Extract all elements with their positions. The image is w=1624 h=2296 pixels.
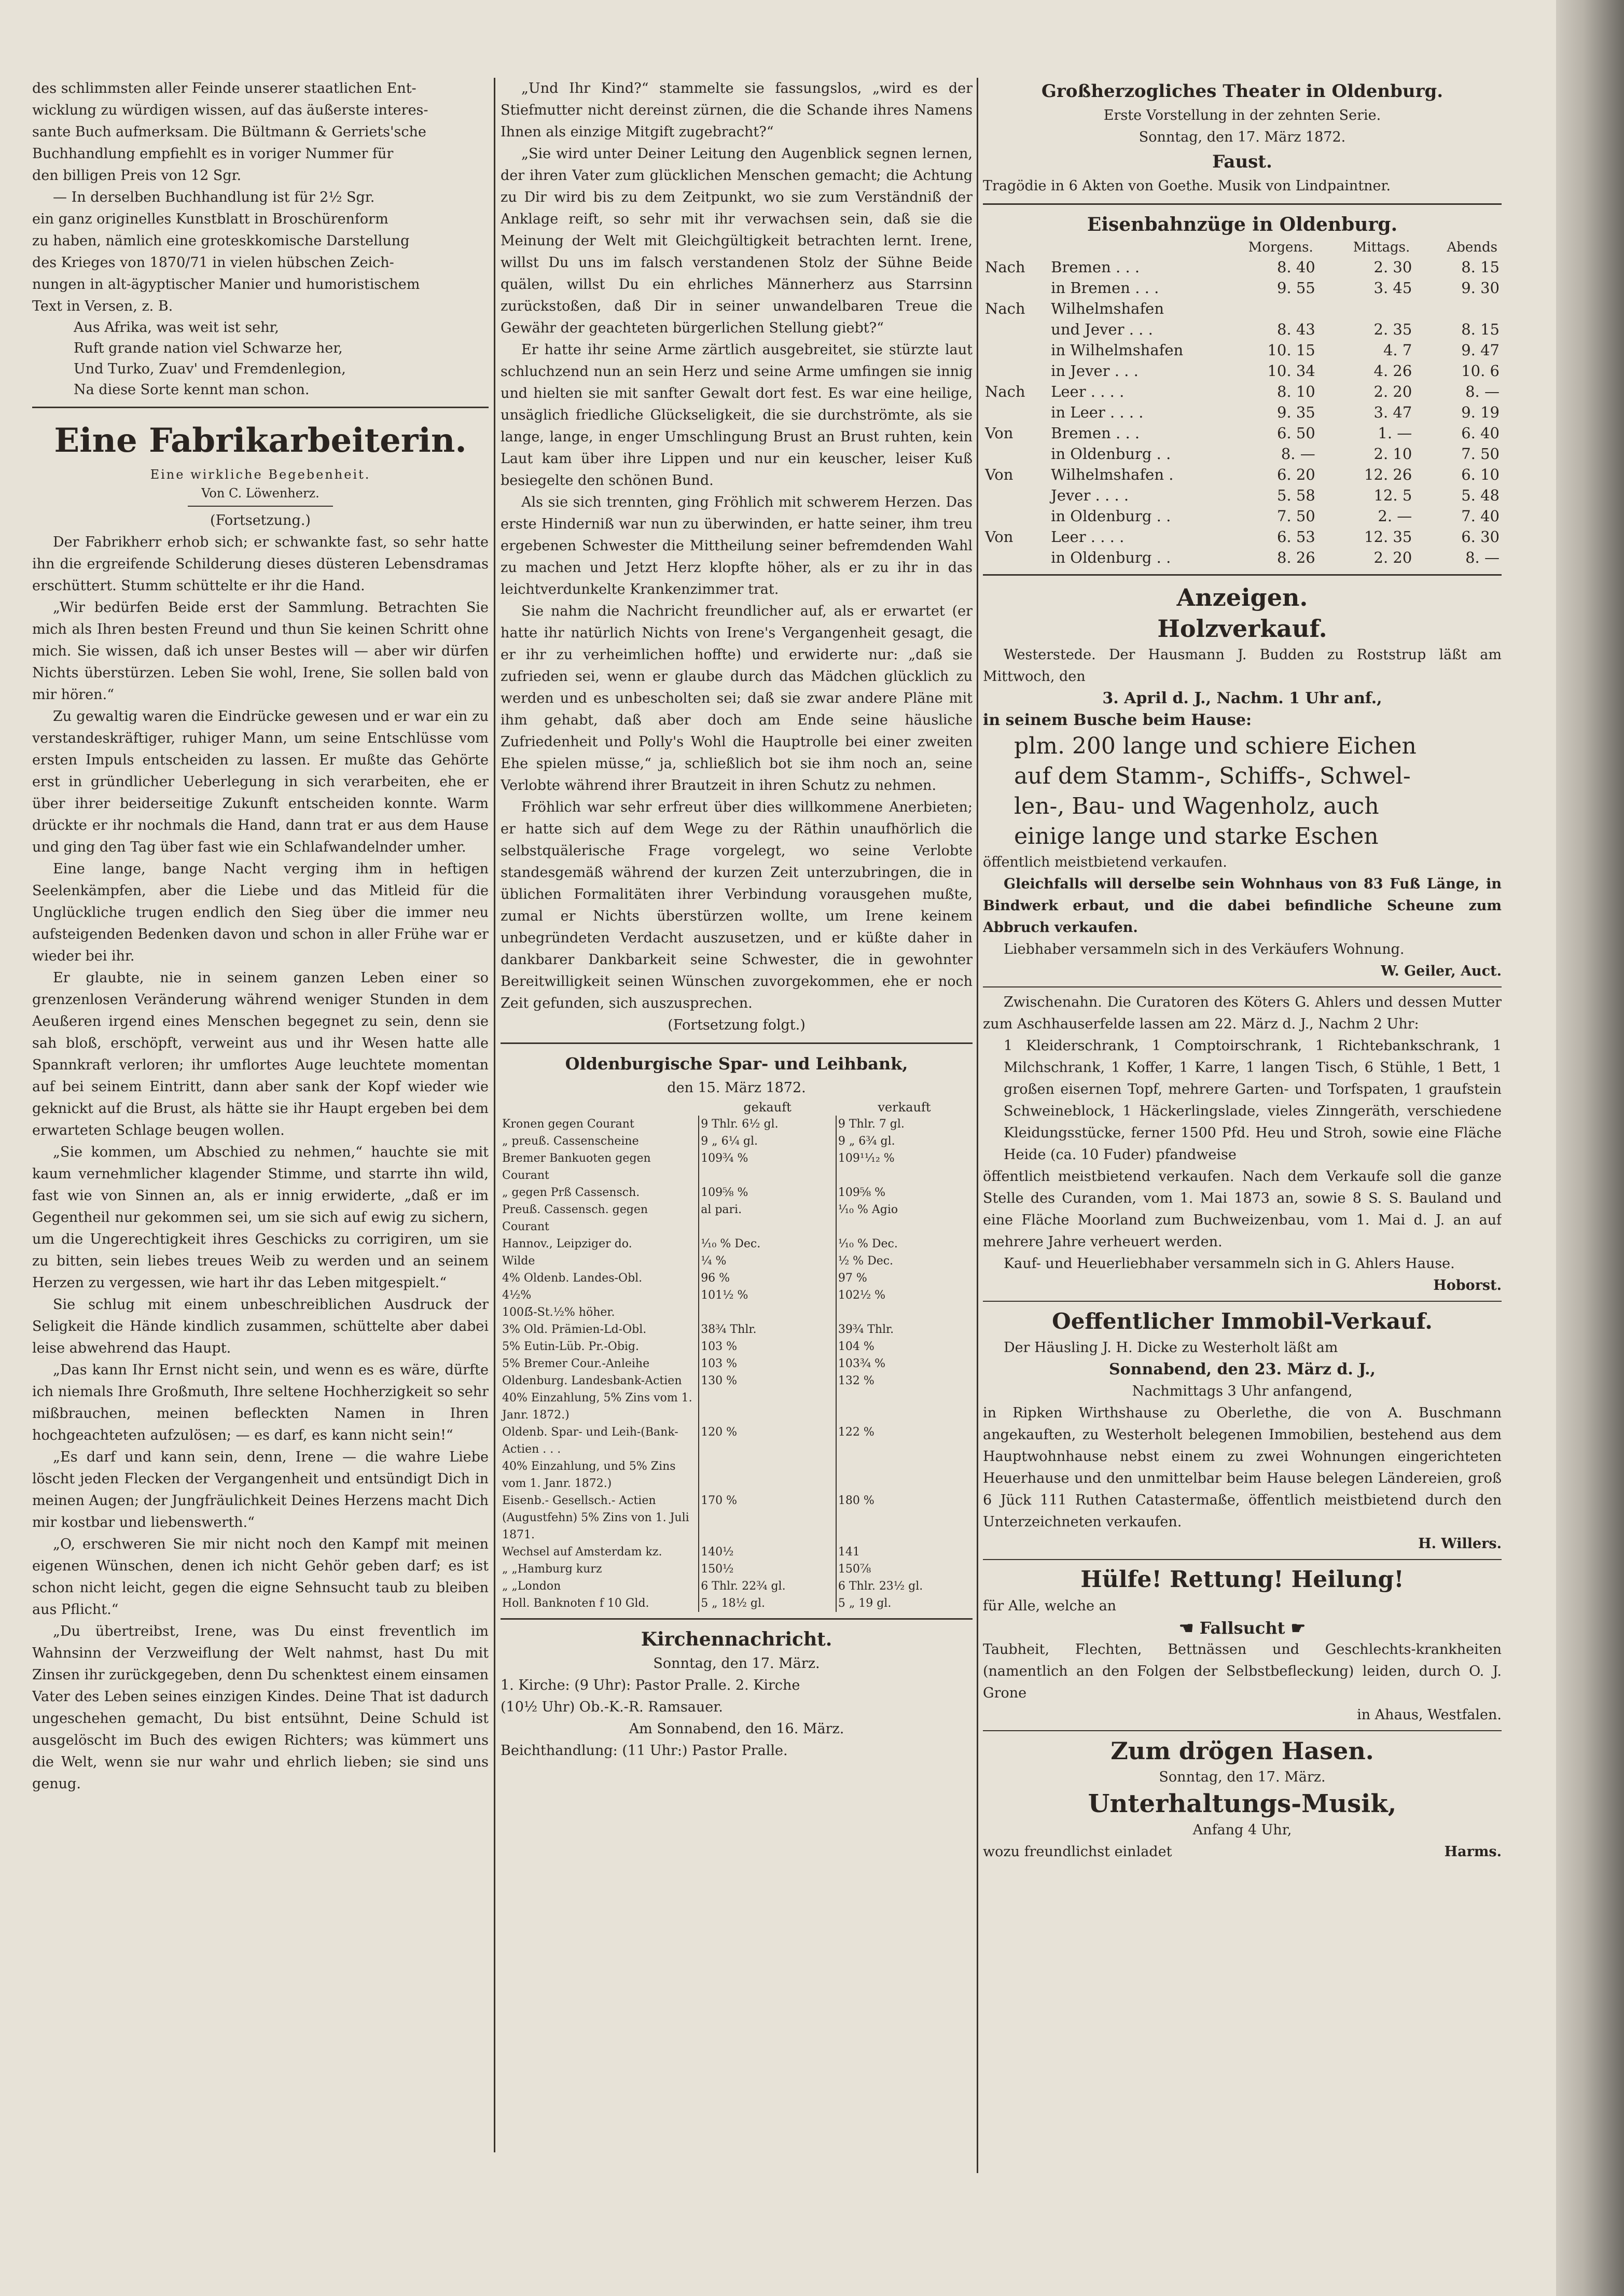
story-paragraph: „Das kann Ihr Ernst nicht sein, und wenn es es wäre, dürfte ich niemals Ihre Großmuth, Ihre seltene Hochherzigkeit so sehr mißbrauchen, meinen befleckten Namen in Ihren hochgeachteten aufzulösen; — es darf, es kann nicht sein!“ [32, 1362, 489, 1443]
train-row [983, 423, 1502, 443]
train-column-header: Abends [1447, 240, 1497, 255]
train-cell: Wilhelmshafen [1051, 300, 1164, 317]
bank-row [501, 1543, 973, 1561]
story-paragraph: „Sie kommen, um Abschied zu nehmen,“ hauchte sie mit kaum vernehmlicher klagender Stimme, und starrte ihn wild, fast wie von Sinnen an, als er innig erwiderte, „daß er im Gegentheil nur gekommen sei, um sie sich auf ewig zu sichern, um die Ungerechtigkeit ihres Geschicks zu corrigiren, um sie zu bitten, sein liebes treues Weib zu werden und an seinem Herzen zu vergessen, wie hart ihr das Leben mitgespielt.“ [32, 1144, 489, 1291]
train-row [983, 526, 1502, 547]
train-cell: 6. 40 [1461, 424, 1500, 442]
train-cell [1317, 298, 1414, 319]
theater-line: Sonntag, den 17. März 1872. [1139, 129, 1346, 145]
train-cell: 2. 10 [1373, 445, 1412, 463]
page-edge [1556, 0, 1624, 2296]
train-cell: 8. — [1281, 445, 1315, 463]
bank-cell: 4½% [502, 1289, 532, 1302]
bank-cell: Holl. Banknoten f 10 Gld. [502, 1597, 649, 1610]
train-row [983, 506, 1502, 526]
bank-cell: 103¾ % [836, 1355, 973, 1372]
train-cell: 8. — [1465, 383, 1500, 400]
train-cell [983, 340, 1049, 360]
bank-row [501, 1150, 973, 1184]
train-column-header: Morgens. [1248, 240, 1313, 255]
bank-cell: ¹⁄₁₀ % Agio [836, 1201, 973, 1235]
story-paragraph: Er glaubte, nie in seinem ganzen Leben einer so grenzenlosen Veränderung während weniger Stunden in dem Aeußeren irgend eines Menschen begegnet zu sein, denn sie sah bloß, erschöpft, verweint aus und ihr Wesen hatte alle Spannkraft verloren; ihr umflortes Auge leuchtete momentan auf bei seinem Eintritt, dann aber sank der Kopf wieder wie geknickt auf die Brust, als hätte sie ihr Haupt ergeben bei dem erwarteten Schlage beugen wollen. [32, 970, 489, 1138]
zwischenahn-sale: öffentlich meistbietend verkaufen. Nach dem Verkaufe soll die ganze Stelle des Curanden, vom 1. Mai 1873 an, sowie 8 S. S. Bauland und eine Fläche Moorland zum Buchweizenbau, vom 1. Mai d. J. an auf mehrere Jahre verheuert werden. [983, 1168, 1502, 1250]
bank-row [501, 1116, 973, 1133]
bank-cell: 3% Old. Prämien-Ld-Obl. [502, 1323, 647, 1336]
train-cell: Jever . . . . [1051, 486, 1129, 504]
train-cell: 2. 35 [1373, 321, 1412, 338]
train-timetable [983, 238, 1502, 568]
bank-column-header: gekauft [743, 1100, 792, 1115]
train-row [983, 340, 1502, 360]
train-cell [983, 277, 1049, 298]
train-cell [983, 319, 1049, 340]
bank-cell [836, 1458, 973, 1492]
story-paragraph: Er hatte ihr seine Arme zärtlich ausgebreitet, sie stürzte laut schluchzend nun an sein Herz und seine Arme umfingen sie innig und hielten sie mit sanfter Gewalt dort fest. Es war eine heilige, unsäglich friedliche Glückseligkeit, die sie durchströmte, als sie lange, lange, in enger Umschlingung Brust an Brust ruhten, kein Laut kam über ihre Lippen und nur ein keuscher, leiser Kuß besiegelte den schönen Bund. [501, 342, 973, 489]
bank-cell: 109¾ % [699, 1150, 836, 1184]
train-row [983, 360, 1502, 381]
poem-line: Und Turko, Zuav' und Fremdenlegion, [74, 361, 346, 377]
train-cell: 5. 48 [1461, 486, 1500, 504]
bank-row [501, 1235, 973, 1253]
bank-cell: 5% Eutin-Lüb. Pr.-Obig. [502, 1340, 640, 1353]
train-cell: Nach [985, 383, 1025, 400]
train-cell: 3. 45 [1373, 279, 1412, 297]
bank-cell: 9 Thlr. 6½ gl. [699, 1116, 836, 1133]
train-cell: Wilhelmshafen . [1051, 466, 1174, 483]
bank-cell: 101½ % [699, 1287, 836, 1304]
bank-cell: 122 % [836, 1424, 973, 1458]
bank-cell: ½ % Dec. [836, 1253, 973, 1270]
intro-line: wicklung zu würdigen wissen, auf das äußerste interes- [32, 102, 428, 118]
train-cell: 10. 15 [1267, 341, 1315, 359]
train-cell: 6. 50 [1276, 424, 1315, 442]
train-cell: 7. 40 [1461, 507, 1500, 525]
train-cell: 9. 35 [1276, 403, 1315, 421]
bank-cell: ¹⁄₁₀ % Dec. [699, 1235, 836, 1253]
train-cell: 3. 47 [1373, 403, 1412, 421]
train-cell: in Oldenburg . . [1051, 445, 1171, 463]
bank-cell: ¹⁄₁₀ % Dec. [836, 1235, 973, 1253]
immobil-intro: Der Häusling J. H. Dicke zu Westerholt läßt am [1004, 1340, 1338, 1356]
holz-item-line: plm. 200 lange und schiere Eichen [1014, 733, 1417, 759]
train-row [983, 319, 1502, 340]
bank-cell: 38¾ Thlr. [699, 1321, 836, 1338]
holz-date: 3. April d. J., Nachm. 1 Uhr anf., [1102, 689, 1382, 707]
pointing-hand-icon: ☛ [1285, 1618, 1306, 1638]
train-row [983, 402, 1502, 423]
theater-title: Großherzogliches Theater in Oldenburg. [1041, 81, 1443, 102]
train-cell: 12. 35 [1364, 528, 1412, 546]
immobil-description: in Ripken Wirthshause zu Oberlethe, die von A. Buschmann angekauften, zu Westerholt belegenen Immobilien, bestehend aus dem Hauptwohnhause nebst einem zu zwei Wohnungen eingerichteten Heuerhause und den unmittelbar beim Hause belegen Ländereien, groß 6 Jück 111 Ruthen Catastermaße, öffentlich meistbietend durch den Unterzeichneten verkaufen. [983, 1405, 1502, 1530]
train-cell: 6. 30 [1461, 528, 1500, 546]
bank-row [501, 1492, 973, 1543]
train-cell: 6. 20 [1276, 466, 1315, 483]
column-1 [32, 78, 489, 2163]
story-paragraphs-continued [501, 78, 973, 1014]
holz-item-line: len-, Bau- und Wagenholz, auch [1014, 793, 1379, 819]
musik-invite-text: wozu freundlichst einladet [983, 1844, 1172, 1860]
train-cell [1414, 298, 1502, 319]
train-cell: 9. 55 [1276, 279, 1315, 297]
divider-short [188, 506, 333, 507]
train-cell: Von [985, 528, 1014, 546]
train-cell: 6. 53 [1276, 528, 1315, 546]
train-cell: Leer . . . . [1051, 528, 1125, 546]
bank-row [501, 1321, 973, 1338]
story-title: Eine Fabrikarbeiterin. [54, 421, 467, 460]
train-cell: 2. 30 [1373, 258, 1412, 276]
train-cell: 12. 5 [1373, 486, 1412, 504]
train-cell: Nach [985, 300, 1025, 317]
train-cell: 10. 6 [1461, 362, 1500, 380]
bank-cell: 5 „ 18½ gl. [699, 1595, 836, 1612]
zwischenahn-signature: Hoborst. [1433, 1277, 1502, 1293]
bank-row [501, 1389, 973, 1424]
divider [32, 407, 489, 408]
church-line: Beichthandlung: (11 Uhr:) Pastor Pralle. [501, 1743, 788, 1759]
church-notice [501, 1653, 973, 1762]
train-cell: Leer . . . . [1051, 383, 1125, 400]
bank-row [501, 1355, 973, 1372]
help-title: Hülfe! Rettung! Heilung! [1080, 1566, 1404, 1593]
bank-row [501, 1304, 973, 1321]
immobil-date: Sonnabend, den 23. März d. J., [1109, 1360, 1376, 1379]
story-paragraph: Eine lange, bange Nacht verging ihm in heftigen Seelenkämpfen, aber die Liebe und das Mitleid für die Unglückliche trugen endlich den Sieg über die immer neu aufsteigenden Bedenken davon und schon in aller Frühe war er wieder bei ihr. [32, 861, 489, 964]
immobil-title: Oeffentlicher Immobil-Verkauf. [1052, 1309, 1433, 1334]
zwischenahn-intro: Zwischenahn. Die Curatoren des Köters G. Ahlers und dessen Mutter zum Aschhauserfelde lassen am 22. März d. J., Nachm 2 Uhr: [983, 994, 1502, 1032]
intro-line: Buchhandlung empfiehlt es in voriger Nummer für [32, 146, 394, 162]
theater-info [983, 105, 1502, 148]
story-paragraph: Der Fabrikherr erhob sich; er schwankte fast, so sehr hatte ihn die ergreifende Schilderung dieses düsteren Lebensdramas erschüttert. Stumm schüttelte er ihr die Hand. [32, 534, 489, 594]
intro-line: Text in Versen, z. B. [32, 298, 173, 314]
bank-cell: 109⅝ % [699, 1184, 836, 1201]
divider [983, 986, 1502, 987]
divider [983, 203, 1502, 205]
train-cell: in Bremen . . . [1051, 279, 1159, 297]
train-column-header: Mittags. [1353, 240, 1410, 255]
train-cell: 1. — [1378, 424, 1412, 442]
bank-cell: 140½ [699, 1543, 836, 1561]
train-cell [983, 360, 1049, 381]
bank-cell: Wechsel auf Amsterdam kz. [502, 1546, 662, 1559]
bank-cell: 6 Thlr. 22¾ gl. [699, 1578, 836, 1595]
help-fallsucht [983, 1617, 1502, 1639]
train-cell: 9. 47 [1461, 341, 1500, 359]
train-row [983, 443, 1502, 464]
bank-cell: 6 Thlr. 23½ gl. [836, 1578, 973, 1595]
story-paragraph: Zu gewaltig waren die Eindrücke gewesen und er war ein zu verstandeskräftiger, ruhiger Mann, um seine Entschlüsse vom ersten Impuls entscheiden zu lassen. Er mußte das Gehörte erst in gründlicher Ueberlegung in sich verarbeiten, ehe er über ihrer beiderseitige Zukunft entscheiden konnte. Warm drückte er ihr nochmals die Hand, dann trat er aus dem Hause und ging den Tag über fast wie ein Schlafwandelnder umher. [32, 708, 489, 855]
story-paragraph: Sie schlug mit einem unbeschreiblichen Ausdruck der Seligkeit die Hände kindlich zusammen, schüttelte aber dabei leise abwehrend das Haupt. [32, 1297, 489, 1356]
help-location: in Ahaus, Westfalen. [1357, 1707, 1502, 1723]
intro-line: — In derselben Buchhandlung ist für 2½ Sgr. [53, 189, 375, 205]
train-cell: in Oldenburg . . [1051, 549, 1171, 566]
train-cell [983, 402, 1049, 423]
train-cell: 12. 26 [1364, 466, 1412, 483]
bank-cell: Kronen gegen Courant [502, 1118, 634, 1131]
intro-text [32, 78, 489, 317]
bank-cell: Bremer Bankuoten gegen Courant [502, 1152, 651, 1182]
bank-row [501, 1270, 973, 1287]
church-title: Kirchennachricht. [641, 1629, 832, 1650]
intro-line: ein ganz originelles Kunstblatt in Broschürenform [32, 211, 388, 227]
bank-cell [699, 1458, 836, 1492]
intro-line: des schlimmsten aller Feinde unserer staatlichen Ent- [32, 80, 417, 96]
train-title: Eisenbahnzüge in Oldenburg. [1087, 214, 1398, 235]
bank-cell: 9 Thlr. 7 gl. [836, 1116, 973, 1133]
bank-column-header [501, 1099, 699, 1116]
train-cell: 4. 26 [1373, 362, 1412, 380]
divider [983, 574, 1502, 576]
bank-cell: 109⅝ % [836, 1184, 973, 1201]
bank-cell: 97 % [836, 1270, 973, 1287]
bank-cell: 170 % [699, 1492, 836, 1543]
pointing-hand-icon: ☚ [1178, 1618, 1200, 1638]
divider [501, 1618, 973, 1620]
bank-row [501, 1458, 973, 1492]
holz-title: Holzverkauf. [1157, 615, 1327, 643]
zwischenahn-meeting: Kauf- und Heuerliebhaber versammeln sich in G. Ahlers Hause. [1004, 1256, 1455, 1272]
continuation-note: (Fortsetzung.) [210, 512, 311, 528]
bank-cell: 109¹¹⁄₁₂ % [836, 1150, 973, 1184]
bank-cell: 40% Einzahlung, 5% Zins vom 1. Janr. 1872.) [502, 1391, 692, 1422]
poem-line: Aus Afrika, was weit ist sehr, [74, 319, 279, 336]
train-row [983, 547, 1502, 568]
train-cell: in Leer . . . . [1051, 403, 1144, 421]
bank-cell: 132 % [836, 1372, 973, 1389]
train-cell: 8. 40 [1276, 258, 1315, 276]
story-paragraph: „Du übertreibst, Irene, was Du einst freventlich im Wahnsinn der Verzweiflung der Welt nahmst, hast Du mit Zinsen ihr zurückgegeben, denn Du schenktest einem einsamen Vater des Leben seines einzigen Kindes. Deine That ist dadurch ungeschehen gemacht, Du bist entsühnt, Deine Schuld ist ausgelöscht im Buch des ewigen Richters; was kümmert uns die Welt, wenn sie nur wahr und ehrlich lieben; sie sind uns genug. [32, 1623, 489, 1792]
bank-row [501, 1287, 973, 1304]
train-cell [983, 506, 1049, 526]
column-2 [501, 78, 973, 2183]
divider [983, 1730, 1502, 1731]
ads-heading: Anzeigen. [1176, 583, 1308, 611]
holz-intro: Westerstede. Der Hausmann J. Budden zu Roststrup läßt am Mittwoch, den [983, 647, 1502, 685]
immobil-signature: H. Willers. [1418, 1536, 1502, 1552]
poem [32, 317, 489, 400]
holz-signature: W. Geiler, Auct. [1381, 963, 1502, 979]
story-subtitle: Eine wirkliche Begebenheit. [150, 467, 371, 482]
church-line: Sonntag, den 17. März. [653, 1655, 820, 1672]
bank-cell: 150½ [699, 1561, 836, 1578]
bank-cell [699, 1389, 836, 1424]
train-cell: 8. 15 [1461, 258, 1500, 276]
bank-row [501, 1338, 973, 1355]
column-3 [983, 78, 1502, 2183]
bank-column-header: verkauft [878, 1100, 931, 1115]
train-row [983, 298, 1502, 319]
train-row [983, 464, 1502, 485]
bank-title: Oldenburgische Spar- und Leihbank, [565, 1054, 908, 1074]
train-cell: in Jever . . . [1051, 362, 1139, 380]
hasen-title: Zum drögen Hasen. [1111, 1737, 1374, 1765]
bank-row [501, 1595, 973, 1612]
bank-date: den 15. März 1872. [667, 1080, 806, 1096]
column-rule-2 [977, 78, 978, 2173]
train-cell: Bremen . . . [1051, 424, 1140, 442]
poem-line: Na diese Sorte kennt man schon. [74, 382, 310, 398]
bank-cell: 104 % [836, 1338, 973, 1355]
holz-item-line: einige lange und starke Eschen [1014, 823, 1379, 850]
story-paragraph: Sie nahm die Nachricht freundlicher auf, als er erwartet (er hatte ihr natürlich Nichts von Irene's Vergangenheit gesagt, die er ihr zu verheimlichen hoffte) und erwiderte nur: „daß sie zufrieden sei, wenn er glaube durch das Mädchen glücklich zu werden und es unbescholten sei; daß sie zwar andere Pläne mit ihm gehabt, daß aber doch am Ende seine häusliche Zufriedenheit und Polly's Wohl die Hauptrolle bei einer zweiten Ehe spielen müsse,“ ja, schließlich bot sie ihm noch an, seine Verlobte während ihrer Brautzeit in ihren Schutz zu nehmen. [501, 603, 973, 794]
bank-cell [836, 1304, 973, 1321]
story-paragraphs [32, 532, 489, 1795]
bank-cell [699, 1304, 836, 1321]
bank-row [501, 1133, 973, 1150]
story-paragraph: „Wir bedürfen Beide erst der Sammlung. Betrachten Sie mich als Ihren besten Freund und thun Sie keinen Schritt ohne mich. Sie wissen, daß ich unser Bestes will — aber wir dürfen Nichts überstürzen. Leben Sie wohl, Irene, Sie sollen bald von mir hören.“ [32, 600, 489, 703]
bank-row [501, 1424, 973, 1458]
bank-cell: 180 % [836, 1492, 973, 1543]
poem-line: Ruft grande nation viel Schwarze her, [74, 340, 343, 356]
church-line: (10½ Uhr) Ob.-K.-R. Ramsauer. [501, 1699, 723, 1715]
continued-note: (Fortsetzung folgt.) [668, 1017, 806, 1033]
musik-invite [983, 1841, 1502, 1863]
theater-play: Faust. [1212, 151, 1272, 172]
train-cell: 8. — [1465, 549, 1500, 566]
train-cell [983, 443, 1049, 464]
bank-cell: 141 [836, 1543, 973, 1561]
train-cell: in Oldenburg . . [1051, 507, 1171, 525]
bank-rates-table [501, 1099, 973, 1612]
train-cell [983, 485, 1049, 506]
bank-cell: 150⅞ [836, 1561, 973, 1578]
holz-meeting: Liebhaber versammeln sich in des Verkäufers Wohnung. [1004, 941, 1405, 957]
story-paragraph: Als sie sich trennten, ging Fröhlich mit schwerem Herzen. Das erste Hinderniß war nun zu überwinden, er hatte seiner, ihm treu ergebenen Schwester die Mittheilung seiner befremdenden Wahl zu machen und Jetzt Herz klopfte höher, als er zu ihr in das leichtverdunkelte Krankenzimmer trat. [501, 494, 973, 597]
bank-cell: 5% Bremer Cour.-Anleihe [502, 1357, 650, 1370]
train-cell: Von [985, 424, 1014, 442]
train-cell: 2. 20 [1373, 549, 1412, 566]
bank-row [501, 1561, 973, 1578]
theater-line: Erste Vorstellung in der zehnten Serie. [1103, 107, 1381, 123]
bank-cell: 9 „ 6¼ gl. [699, 1133, 836, 1150]
bank-cell: 9 „ 6¾ gl. [836, 1133, 973, 1150]
bank-cell: 103 % [699, 1338, 836, 1355]
train-cell: 8. 15 [1461, 321, 1500, 338]
train-cell: 2. — [1378, 507, 1412, 525]
bank-cell: Wilde [502, 1255, 535, 1268]
train-cell: 5. 58 [1276, 486, 1315, 504]
column-rule-1 [494, 78, 495, 2152]
church-line: Am Sonnabend, den 16. März. [629, 1721, 844, 1737]
hasen-date: Sonntag, den 17. März. [1159, 1769, 1326, 1785]
help-conditions: Taubheit, Flechten, Bettnässen und Geschlechts-krankheiten (namentlich an den Folgen der Selbstbefleckung) leiden, durch O. J. Grone [983, 1641, 1502, 1701]
train-cell: und Jever . . . [1051, 321, 1153, 338]
immobil-time: Nachmittags 3 Uhr anfangend, [1132, 1383, 1353, 1399]
bank-cell: Hannov., Leipziger do. [502, 1237, 632, 1250]
bank-cell: „ preuß. Cassenscheine [502, 1135, 639, 1148]
intro-line: nungen in alt-ägyptischer Manier und humoristischem [32, 276, 420, 293]
intro-line: zu haben, nämlich eine groteskkomische Darstellung [32, 233, 410, 249]
bank-cell: „ gegen Prß Cassensch. [502, 1186, 640, 1199]
bank-row [501, 1372, 973, 1389]
bank-cell: 130 % [699, 1372, 836, 1389]
train-cell: 2. 20 [1373, 383, 1412, 400]
train-cell: 8. 10 [1276, 383, 1315, 400]
bank-cell: „ „London [502, 1580, 561, 1593]
bank-cell: 100ẞ-St.½% höher. [502, 1306, 615, 1319]
divider [983, 1559, 1502, 1560]
holz-place: in seinem Busche beim Hause: [983, 711, 1252, 729]
bank-cell: Oldenb. Spar- und Leih-(Bank-Actien . . . [502, 1426, 678, 1456]
train-row [983, 277, 1502, 298]
help-fallsucht-label: Fallsucht [1199, 1618, 1285, 1638]
intro-line: des Krieges von 1870/71 in vielen hübschen Zeich- [32, 255, 394, 271]
train-cell [1209, 298, 1317, 319]
story-author: Von C. Löwenherz. [201, 486, 320, 500]
intro-line: sante Buch aufmerksam. Die Bültmann & Gerriets'sche [32, 124, 426, 140]
holz-item-line: auf dem Stamm-, Schiffs-, Schwel- [1014, 763, 1411, 789]
train-cell: Von [985, 466, 1014, 483]
train-cell: 8. 26 [1276, 549, 1315, 566]
musik-start: Anfang 4 Uhr, [1192, 1822, 1292, 1838]
train-cell: Nach [985, 258, 1025, 276]
bank-row [501, 1201, 973, 1235]
bank-cell: Preuß. Cassensch. gegen Courant [502, 1203, 648, 1233]
help-intro: für Alle, welche an [983, 1598, 1117, 1614]
train-cell: 9. 19 [1461, 403, 1500, 421]
train-cell [983, 547, 1049, 568]
train-cell: 9. 30 [1461, 279, 1500, 297]
bank-cell: ¼ % [699, 1253, 836, 1270]
bank-cell: 5 „ 19 gl. [836, 1595, 973, 1612]
bank-cell: „ „Hamburg kurz [502, 1563, 602, 1576]
train-cell: 10. 34 [1267, 362, 1315, 380]
train-row [983, 381, 1502, 402]
musik-title: Unterhaltungs-Musik, [1088, 1789, 1397, 1818]
holz-house: Gleichfalls will derselbe sein Wohnhaus von 83 Fuß Länge, in Bindwerk erbaut, und die dabei befindliche Scheune zum Abbruch verkaufen. [983, 876, 1502, 936]
holz-note: öffentlich meistbietend verkaufen. [983, 854, 1227, 870]
bank-cell: 103 % [699, 1355, 836, 1372]
bank-row [501, 1578, 973, 1595]
bank-row [501, 1253, 973, 1270]
train-cell: 7. 50 [1276, 507, 1315, 525]
bank-cell: Oldenburg. Landesbank-Actien [502, 1374, 682, 1387]
train-cell: Bremen . . . [1051, 258, 1140, 276]
bank-cell: 96 % [699, 1270, 836, 1287]
church-line: 1. Kirche: (9 Uhr): Pastor Pralle. 2. Kirche [501, 1677, 800, 1693]
story-paragraph: „Es darf und kann sein, denn, Irene — die wahre Liebe löscht jeden Flecken der Vergangenheit und entsündigt Dich in meinen Augen; der Jungfräulichkeit Deines Herzens macht Dich mir kostbar und liebenswerth.“ [32, 1449, 489, 1530]
story-paragraph: Fröhlich war sehr erfreut über dies willkommene Anerbieten; er hatte sich auf dem Wege zu der Räthin unaufhörlich die selbstquälerische Frage vorgelegt, wo seine Verlobte standesgemäß während der kurzen Zeit unterzubringen, die in üblichen Formalitäten ihrer Verbindung vorausgehen mußte, zumal er Nichts überstürzen wollte, um Irene keinem unbegründeten Verdacht auszusetzen, und er küßte daher in dankbarer Dankbarkeit seine Schwester, die in gewohnter Bereitwilligkeit seinen Wünschen zuvorgekommen, ehe er noch Zeit gefunden, sich auszusprechen. [501, 799, 973, 1011]
bank-cell: 39¾ Thlr. [836, 1321, 973, 1338]
train-cell: in Wilhelmshafen [1051, 341, 1184, 359]
train-cell: 7. 50 [1461, 445, 1500, 463]
train-cell: 4. 7 [1383, 341, 1412, 359]
bank-cell: 102½ % [836, 1287, 973, 1304]
bank-row [501, 1184, 973, 1201]
bank-cell: al pari. [699, 1201, 836, 1235]
story-paragraph: „Und Ihr Kind?“ stammelte sie fassungslos, „wird es der Stiefmutter nicht dereinst zürnen, die die Schande ihres Namens Ihnen als einzige Mitgift zugebracht?“ [501, 80, 973, 140]
bank-cell [836, 1389, 973, 1424]
theater-description: Tragödie in 6 Akten von Goethe. Musik von Lindpaintner. [983, 178, 1391, 194]
train-cell: 6. 10 [1461, 466, 1500, 483]
intro-line: den billigen Preis von 12 Sgr. [32, 168, 242, 184]
train-row [983, 257, 1502, 277]
holz-items [983, 731, 1502, 852]
story-paragraph: „Sie wird unter Deiner Leitung den Augenblick segnen lernen, der ihren Vater zum glücklichen Menschen gemacht; die Achtung zu Dir wird bis zu dem Zeitpunkt, wo sie zum Verständniß der Anklage reift, so sehr mit ihr verwachsen sein, daß sie die Meinung der Welt mit Gleichgültigkeit betrachten lernt. Irene, willst Du uns im falsch verstandenen Stolz der Sühne Beide quälen, willst Du ein ehrliches Männerherz aus Starrsinn zurückstoßen, daß Dir in seiner unwandelbaren Treue die Gewähr der geachteten bürgerlichen Stellung giebt?“ [501, 146, 973, 336]
divider [983, 1301, 1502, 1302]
bank-cell: Eisenb.- Gesellsch.- Actien (Augustfehn) 5% Zins von 1. Juli 1871. [502, 1494, 689, 1541]
musik-signature: Harms. [1444, 1844, 1502, 1860]
divider [501, 1042, 973, 1044]
bank-cell: 4% Oldenb. Landes-Obl. [502, 1272, 643, 1285]
bank-cell: 120 % [699, 1424, 836, 1458]
zwischenahn-items: 1 Kleiderschrank, 1 Comptoirschrank, 1 Richtebankschrank, 1 Milchschrank, 1 Koffer, 1 Karre, 1 langen Tisch, 6 Stühle, 1 Bett, 1 großen eisernen Topf, mehrere Garten- und Torfspaten, 1 graufstein Schweineblock, 1 Häckerlingslade, vieles Zinngeräth, verschiedene Kleidungsstücke, ferner 1500 Pfd. Heu und Stroh, sowie eine Fläche Heide (ca. 10 Fuder) pfandweise [1004, 1038, 1502, 1163]
story-paragraph: „O, erschweren Sie mir nicht noch den Kampf mit meinen eigenen Wünschen, denen ich nicht Gehör geben darf; es ist schon nicht leicht, gegen die eigne Sehnsucht taub zu bleiben aus Pflicht.“ [32, 1536, 489, 1618]
bank-cell: 40% Einzahlung, und 5% Zins vom 1. Janr. 1872.) [502, 1460, 676, 1490]
train-cell: 8. 43 [1276, 321, 1315, 338]
train-row [983, 485, 1502, 506]
